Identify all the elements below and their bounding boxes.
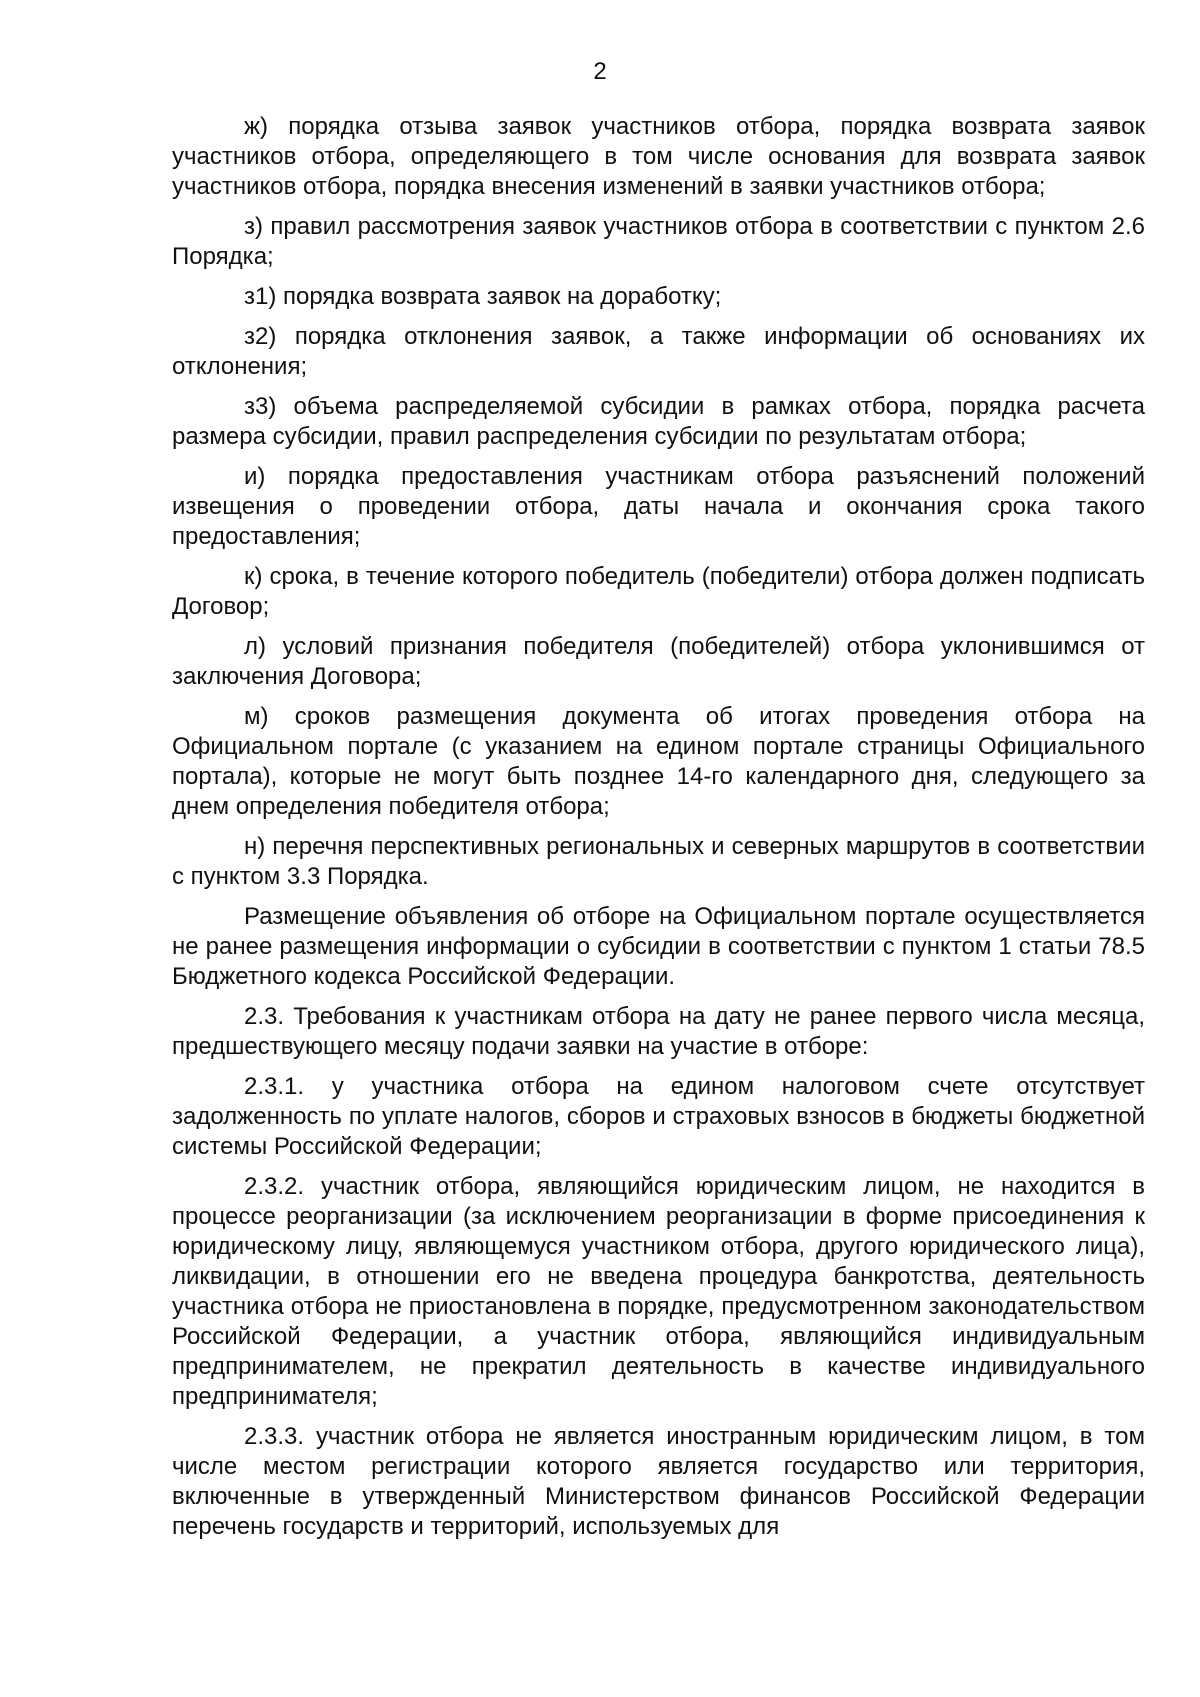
document-body xyxy=(172,112,1145,1552)
paragraph-z: з) правил рассмотрения заявок участников отбора в соответствии с пунктом 2.6 Порядка; xyxy=(172,213,1145,270)
paragraph-n: н) перечня перспективных региональных и северных маршрутов в соответствии с пунктом 3.3 Порядка. xyxy=(172,833,1145,890)
paragraph-zh: ж) порядка отзыва заявок участников отбора, порядка возврата заявок участников отбора, определяющего в том числе основания для возврата заявок участников отбора, порядка внесения изменений в заявки участников отбора; xyxy=(172,113,1145,200)
paragraph-announcement-placement: Размещение объявления об отборе на Официальном портале осуществляется не ранее размещения информации о субсидии в соответствии с пунктом 1 статьи 78.5 Бюджетного кодекса Российской Федерации. xyxy=(172,903,1145,990)
paragraph-2-3-3: 2.3.3. участник отбора не является иностранным юридическим лицом, в том числе местом регистрации которого является государство или территория, включенные в утвержденный Министерством финансов Российской Федерации перечень государств и территорий, используемых для xyxy=(172,1423,1145,1540)
page-number: 2 xyxy=(593,58,607,85)
paragraph-k: к) срока, в течение которого победитель (победители) отбора должен подписать Договор; xyxy=(172,563,1145,620)
paragraph-2-3: 2.3. Требования к участникам отбора на дату не ранее первого числа месяца, предшествующего месяцу подачи заявки на участие в отборе: xyxy=(172,1003,1145,1060)
paragraph-z1: з1) порядка возврата заявок на доработку; xyxy=(244,283,722,310)
paragraph-l: л) условий признания победителя (победителей) отбора уклонившимся от заключения Договора; xyxy=(172,633,1145,690)
paragraph-m: м) сроков размещения документа об итогах проведения отбора на Официальном портале (с указанием на едином портале страницы Официального портала), которые не могут быть позднее 14-го календарного дня, следующего за днем определения победителя отбора; xyxy=(172,703,1145,820)
paragraph-2-3-2: 2.3.2. участник отбора, являющийся юридическим лицом, не находится в процессе реорганизации (за исключением реорганизации в форме присоединения к юридическому лицу, являющемуся участником отбора, другого юридического лица), ликвидации, в отношении его не введена процедура банкротства, деятельность участника отбора не приостановлена в порядке, предусмотренном законодательством Российской Федерации, а участник отбора, являющийся индивидуальным предпринимателем, не прекратил деятельность в качестве индивидуального предпринимателя; xyxy=(172,1173,1145,1410)
paragraph-i: и) порядка предоставления участникам отбора разъяснений положений извещения о проведении отбора, даты начала и окончания срока такого предоставления; xyxy=(172,463,1145,550)
paragraph-2-3-1: 2.3.1. у участника отбора на едином налоговом счете отсутствует задолженность по уплате налогов, сборов и страховых взносов в бюджеты бюджетной системы Российской Федерации; xyxy=(172,1073,1145,1160)
paragraph-z3: з3) объема распределяемой субсидии в рамках отбора, порядка расчета размера субсидии, правил распределения субсидии по результатам отбора; xyxy=(172,393,1145,450)
paragraph-z2: з2) порядка отклонения заявок, а также информации об основаниях их отклонения; xyxy=(172,323,1145,380)
